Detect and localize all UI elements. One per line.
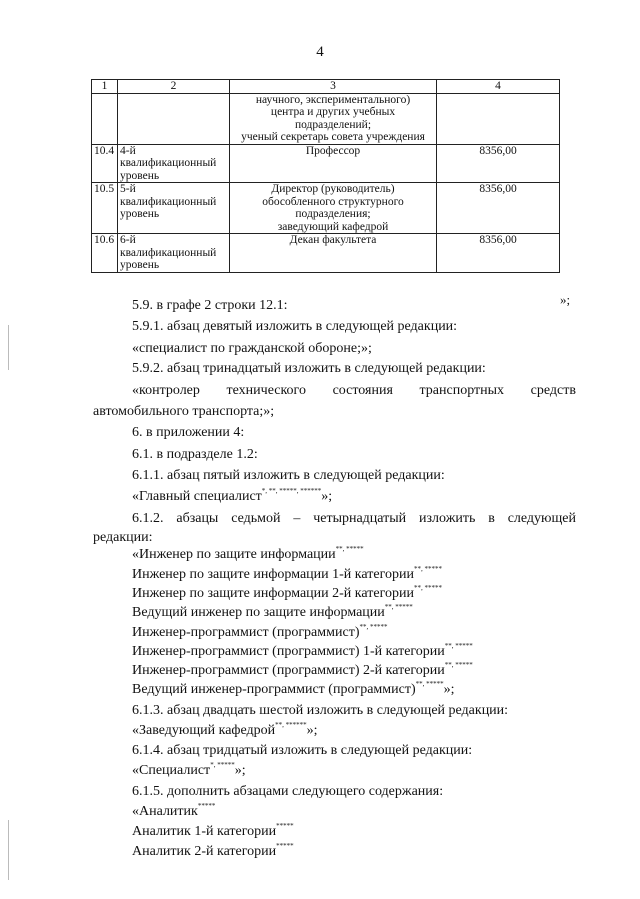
footnote-marker: *, **, *****, ****** bbox=[261, 487, 322, 495]
paragraph-text: Инженер по защите информации 2-й категории bbox=[132, 586, 414, 601]
paragraph-line bbox=[132, 823, 294, 841]
paragraph-text: «Заведующий кафедрой bbox=[132, 723, 276, 738]
paragraph-line bbox=[132, 340, 372, 358]
paragraph-text: Аналитик 2-й категории bbox=[132, 844, 277, 859]
position-line: подразделения; bbox=[295, 208, 371, 220]
footnote-marker: ***** bbox=[197, 802, 216, 810]
footnote-marker: *, ***** bbox=[210, 761, 235, 769]
paragraph-text: Инженер-программист (программист) 2-й категории bbox=[132, 663, 445, 678]
level-line: уровень bbox=[120, 169, 160, 182]
paragraph-text: 5.9.1. абзац девятый изложить в следующей редакции: bbox=[132, 319, 458, 334]
level-line: уровень bbox=[120, 208, 160, 220]
footnote-marker: **, ***** bbox=[384, 603, 413, 611]
paragraph-line bbox=[93, 403, 274, 421]
paragraph-line bbox=[132, 488, 332, 506]
margin-mark bbox=[8, 325, 9, 370]
table-header-cell: 1 bbox=[92, 80, 118, 94]
level-line: уровень bbox=[120, 259, 160, 271]
margin-mark bbox=[8, 820, 9, 880]
position-line: Декан факультета bbox=[289, 234, 377, 246]
paragraph-line bbox=[132, 722, 318, 740]
table-closing-quote: »; bbox=[560, 292, 571, 307]
table-header-cell: 4 bbox=[437, 80, 560, 94]
level-line: 6-й bbox=[120, 234, 136, 246]
paragraph-line bbox=[132, 297, 288, 315]
paragraph-line bbox=[132, 624, 387, 642]
level-line: квалификационный bbox=[120, 195, 217, 208]
salary-value: 8356,00 bbox=[437, 183, 560, 234]
paragraph-text: Ведущий инженер-программист (программист) bbox=[132, 682, 416, 697]
level-line: квалификационный bbox=[120, 157, 217, 169]
footnote-marker: **, ***** bbox=[444, 661, 473, 669]
paragraph-text: Ведущий инженер по защите информации bbox=[132, 605, 385, 620]
footnote-marker: **, ***** bbox=[413, 584, 442, 592]
paragraph-text: «Специалист bbox=[132, 763, 211, 778]
table-row bbox=[92, 183, 560, 234]
qualification-level bbox=[118, 234, 230, 273]
paragraph-line bbox=[132, 643, 473, 661]
position-list bbox=[230, 93, 437, 144]
salary-value bbox=[437, 93, 560, 144]
paragraph-line bbox=[132, 702, 508, 720]
table-header-row bbox=[92, 80, 560, 94]
closing-punctuation: »; bbox=[234, 763, 246, 778]
footnote-marker: ***** bbox=[276, 842, 294, 850]
paragraph-line bbox=[132, 318, 457, 336]
paragraph-text: Инженер-программист (программист) bbox=[132, 625, 360, 640]
footnote-marker: **, ***** bbox=[444, 642, 473, 650]
position-line: Профессор bbox=[305, 144, 361, 157]
paragraph-line bbox=[132, 843, 294, 861]
level-line: 4-й bbox=[120, 144, 136, 157]
table-row bbox=[92, 93, 560, 144]
table-row bbox=[92, 234, 560, 273]
level-line: 5-й bbox=[120, 183, 136, 195]
paragraph-line bbox=[132, 742, 472, 760]
paragraph-line bbox=[132, 762, 246, 780]
paragraph-line bbox=[132, 566, 442, 584]
paragraph-line bbox=[132, 360, 486, 378]
salary-value: 8356,00 bbox=[437, 234, 560, 273]
paragraph-text: 6.1.3. абзац двадцать шестой изложить в следующей редакции: bbox=[132, 703, 509, 718]
position-line: ученый секретарь совета учреждения bbox=[241, 131, 425, 143]
paragraph-line bbox=[132, 424, 244, 442]
paragraph-line bbox=[132, 446, 258, 464]
paragraph-text: 6.1.1. абзац пятый изложить в следующей редакции: bbox=[132, 468, 445, 483]
paragraph-text: Аналитик 1-й категории bbox=[132, 824, 277, 839]
paragraph-text: 6.1. в подразделе 1.2: bbox=[132, 447, 258, 462]
closing-punctuation: »; bbox=[321, 489, 333, 504]
footnote-marker: **, ***** bbox=[335, 545, 364, 553]
paragraph-line bbox=[132, 382, 576, 400]
position-list bbox=[230, 144, 437, 183]
paragraph-text: 6. в приложении 4: bbox=[132, 425, 245, 440]
footnote-marker: ***** bbox=[276, 822, 294, 830]
paragraph-text: автомобильного транспорта;»; bbox=[93, 404, 275, 419]
paragraph-line bbox=[132, 681, 455, 699]
paragraph-line bbox=[132, 585, 442, 603]
paragraph-text: 5.9. в графе 2 строки 12.1: bbox=[132, 298, 288, 313]
closing-punctuation: »; bbox=[443, 682, 455, 697]
position-line: подразделений; bbox=[294, 118, 372, 131]
paragraph-line bbox=[132, 662, 473, 680]
paragraph-text: 6.1.2. абзацы седьмой – четырнадцатый изложить в следующей bbox=[132, 511, 576, 526]
paragraph-text: «Главный специалист bbox=[132, 489, 262, 504]
closing-punctuation: »; bbox=[306, 723, 318, 738]
paragraph-text: «контролер технического состояния транспортных средств bbox=[132, 383, 576, 398]
position-list bbox=[230, 183, 437, 234]
footnote-marker: **, ***** bbox=[359, 623, 388, 631]
paragraph-line bbox=[93, 529, 153, 547]
table-header-cell: 3 bbox=[230, 80, 437, 94]
paragraph-text: 6.1.4. абзац тридцатый изложить в следующей редакции: bbox=[132, 743, 473, 758]
position-line: обособленного структурного bbox=[262, 195, 404, 208]
qualification-level bbox=[118, 183, 230, 234]
row-number: 10.6 bbox=[92, 234, 118, 273]
paragraph-line bbox=[132, 546, 364, 564]
paragraph-line bbox=[132, 783, 443, 801]
level-line: квалификационный bbox=[120, 246, 217, 259]
paragraph-text: Инженер-программист (программист) 1-й категории bbox=[132, 644, 445, 659]
paragraph-line bbox=[132, 803, 215, 821]
table-row bbox=[92, 144, 560, 183]
qualification-level bbox=[118, 144, 230, 183]
position-line: Директор (руководитель) bbox=[271, 183, 395, 195]
salary-table bbox=[91, 79, 560, 273]
row-number bbox=[92, 93, 118, 144]
paragraph-text: «Инженер по защите информации bbox=[132, 547, 336, 562]
paragraph-text: Инженер по защите информации 1-й категории bbox=[132, 567, 414, 582]
salary-value: 8356,00 bbox=[437, 144, 560, 183]
position-list bbox=[230, 234, 437, 273]
paragraph-text: «специалист по гражданской обороне;»; bbox=[132, 341, 372, 356]
paragraph-text: редакции: bbox=[93, 530, 153, 545]
position-line: научного, экспериментального) bbox=[255, 93, 411, 106]
paragraph-text: «Аналитик bbox=[132, 804, 198, 819]
footnote-marker: **, ***** bbox=[413, 565, 442, 573]
footnote-marker: **, ****** bbox=[275, 721, 307, 729]
footnote-marker: **, ***** bbox=[415, 680, 444, 688]
position-line: центра и других учебных bbox=[270, 106, 396, 118]
paragraph-text: 5.9.2. абзац тринадцатый изложить в следующей редакции: bbox=[132, 361, 486, 376]
table-header-cell: 2 bbox=[118, 80, 230, 94]
row-number: 10.4 bbox=[92, 144, 118, 183]
row-number: 10.5 bbox=[92, 183, 118, 234]
paragraph-text: 6.1.5. дополнить абзацами следующего содержания: bbox=[132, 784, 444, 799]
position-line: заведующий кафедрой bbox=[277, 220, 389, 233]
qualification-level bbox=[118, 93, 230, 144]
page-number: 4 bbox=[316, 44, 324, 60]
paragraph-line bbox=[132, 510, 576, 528]
paragraph-line bbox=[132, 467, 445, 485]
paragraph-line bbox=[132, 604, 413, 622]
